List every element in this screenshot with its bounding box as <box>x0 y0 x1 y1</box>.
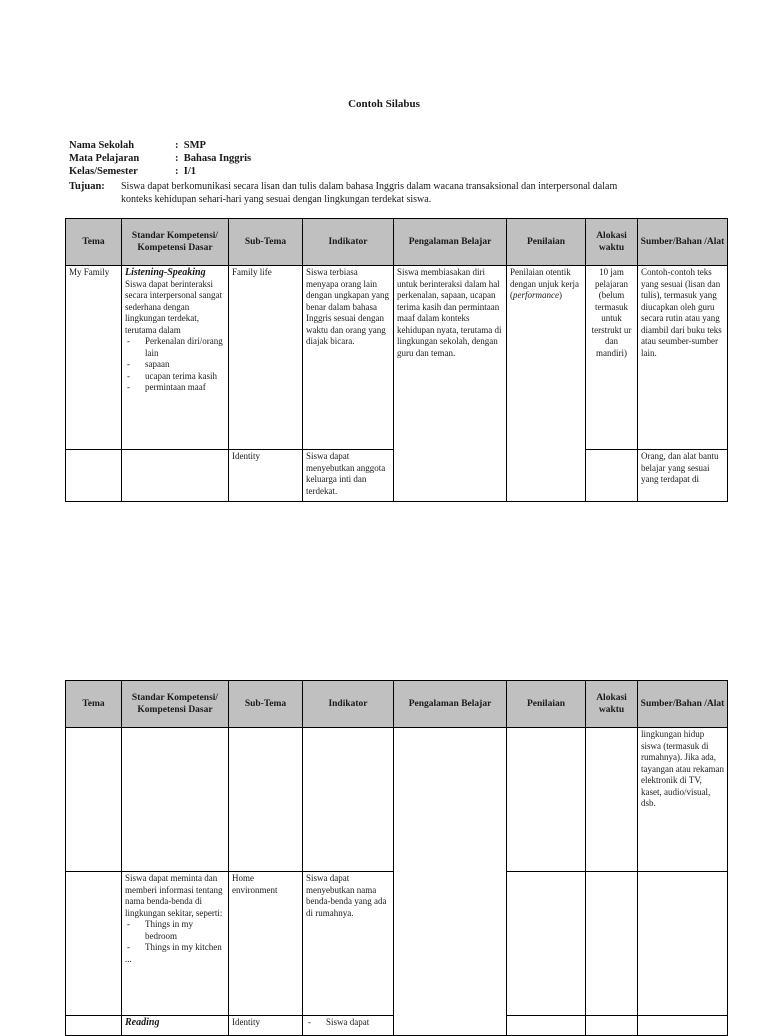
header-subtema: Sub-Tema <box>229 681 303 728</box>
header-sumber: Sumber/Bahan /Alat <box>638 681 728 728</box>
header-penilaian: Penilaian <box>507 681 586 728</box>
cell-alokasi-empty <box>586 872 638 1016</box>
document-title: Contoh Silabus <box>348 98 420 110</box>
cell-alokasi-empty <box>586 728 638 872</box>
cell-sumber-empty <box>638 1016 728 1036</box>
indikator-list <box>306 1017 390 1029</box>
cell-kd-empty <box>122 450 229 502</box>
cell-penilaian-empty <box>507 872 586 1016</box>
goal-line-2: konteks kehidupan sehari-hari yang sesuai dengan lingkungan terdekat siswa. <box>121 194 432 205</box>
header-sk-kd: Standar Kompetensi/ Kompetensi Dasar <box>122 681 229 728</box>
cell-alokasi-empty <box>586 1016 638 1036</box>
meta-class <box>69 165 196 178</box>
meta-subject <box>69 152 251 165</box>
cell-sumber: Contoh-contoh teks yang sesuai (lisan dan tulis), termasuk yang diucapkan oleh guru secara rutin atau yang diambil dari buku teks atau seumber-sumber lain. <box>638 266 728 450</box>
cell-penilaian <box>507 266 586 450</box>
list-item: - permintaan maaf <box>125 382 225 394</box>
kd-title: Reading <box>125 1017 160 1028</box>
cell-tema-empty <box>66 450 122 502</box>
cell-pengalaman: Siswa membiasakan diri untuk berinteraksi dalam hal perkenalan, sapaan, ucapan terima kasih dan permintaan maaf dalam konteks kehidupan nyata, terutama di lingkungan sekolah, dengan guru dan teman. <box>394 266 507 502</box>
header-subtema: Sub-Tema <box>229 219 303 266</box>
cell-alokasi-empty <box>586 450 638 502</box>
cell-subtema: Identity <box>229 450 303 502</box>
header-sumber: Sumber/Bahan /Alat <box>638 219 728 266</box>
header-tema: Tema <box>66 681 122 728</box>
meta-sep: : <box>175 140 179 151</box>
cell-kd <box>122 872 229 1016</box>
kd-more: ... <box>125 953 132 964</box>
cell-alokasi: 10 jam pelajaran (belum termasuk untuk terstrukt ur dan mandiri) <box>586 266 638 450</box>
kd-text: Siswa dapat meminta dan memberi informasi tentang nama benda-benda di lingkungan sekitar, seperti: <box>125 873 223 918</box>
goal-block <box>69 180 689 206</box>
cell-kd-empty <box>122 728 229 872</box>
header-pengalaman: Pengalaman Belajar <box>394 219 507 266</box>
syllabus-table-1 <box>65 218 728 502</box>
cell-tema-empty <box>66 1016 122 1036</box>
penilaian-text: Penilaian otentik dengan unjuk kerja ( <box>510 267 579 300</box>
kd-list <box>125 336 225 394</box>
cell-tema-empty <box>66 872 122 1016</box>
kd-title: Listening-Speaking <box>125 267 206 278</box>
list-item: - sapaan <box>125 359 225 371</box>
header-tema: Tema <box>66 219 122 266</box>
meta-school <box>69 139 206 152</box>
cell-tema-empty <box>66 728 122 872</box>
list-item: - Perkenalan diri/orang lain <box>125 336 225 359</box>
penilaian-end: ) <box>559 290 562 300</box>
cell-sumber: lingkungan hidup siswa (termasuk di rumahnya). Jika ada, tayangan atau rekaman elektronik di TV, kaset, audio/visual, dsb. <box>638 728 728 872</box>
meta-label: Mata Pelajaran <box>69 153 140 164</box>
cell-indikator <box>303 1016 394 1036</box>
goal-line-1: Siswa dapat berkomunikasi secara lisan dan tulis dalam bahasa Inggris dalam wacana transaksional dan interpersonal dalam <box>121 181 618 192</box>
cell-subtema: Home environment <box>229 872 303 1016</box>
meta-sep: : <box>175 153 179 164</box>
header-pengalaman: Pengalaman Belajar <box>394 681 507 728</box>
list-item: - Things in my bedroom <box>125 919 225 942</box>
header-sk-kd: Standar Kompetensi/ Kompetensi Dasar <box>122 219 229 266</box>
cell-kd <box>122 266 229 450</box>
header-alokasi: Alokasi waktu <box>586 219 638 266</box>
cell-subtema: Identity <box>229 1016 303 1036</box>
cell-penilaian-empty <box>507 1016 586 1036</box>
cell-indikator: Siswa dapat menyebutkan anggota keluarga inti dan terdekat. <box>303 450 394 502</box>
cell-tema: My Family <box>66 266 122 450</box>
penilaian-italic: performance <box>513 290 559 300</box>
cell-pengalaman-empty <box>394 728 507 1036</box>
cell-penilaian-empty <box>507 450 586 502</box>
meta-label: Kelas/Semester <box>69 166 138 177</box>
list-item: - ucapan terima kasih <box>125 371 225 383</box>
cell-sumber: Orang, dan alat bantu belajar yang sesuai yang terdapat di <box>638 450 728 502</box>
cell-subtema: Family life <box>229 266 303 450</box>
meta-value: SMP <box>183 140 206 151</box>
cell-kd <box>122 1016 229 1036</box>
header-indikator: Indikator <box>303 219 394 266</box>
meta-value: Bahasa Inggris <box>183 153 252 164</box>
syllabus-table-2 <box>65 680 728 1036</box>
cell-sumber-empty <box>638 872 728 1016</box>
cell-indikator: Siswa dapat menyebutkan nama benda-benda yang ada di rumahnya. <box>303 872 394 1016</box>
header-indikator: Indikator <box>303 681 394 728</box>
header-alokasi: Alokasi waktu <box>586 681 638 728</box>
list-item: - Siswa dapat <box>306 1017 390 1029</box>
list-item: - Things in my kitchen <box>125 942 225 954</box>
cell-indikator: Siswa terbiasa menyapa orang lain dengan ungkapan yang benar dalam bahasa Inggris sesuai dengan waktu dan orang yang diajak bicara. <box>303 266 394 450</box>
cell-subtema-empty <box>229 728 303 872</box>
meta-label: Nama Sekolah <box>69 140 135 151</box>
cell-indikator-empty <box>303 728 394 872</box>
header-penilaian: Penilaian <box>507 219 586 266</box>
meta-sep: : <box>175 166 179 177</box>
kd-text: Siswa dapat berinteraksi secara interpersonal sangat sederhana dengan lingkungan terdekat, terutama dalam <box>125 278 222 335</box>
kd-list <box>125 919 225 954</box>
meta-value: I/1 <box>183 166 197 177</box>
goal-label: Tujuan: <box>69 181 105 192</box>
cell-penilaian-empty <box>507 728 586 872</box>
